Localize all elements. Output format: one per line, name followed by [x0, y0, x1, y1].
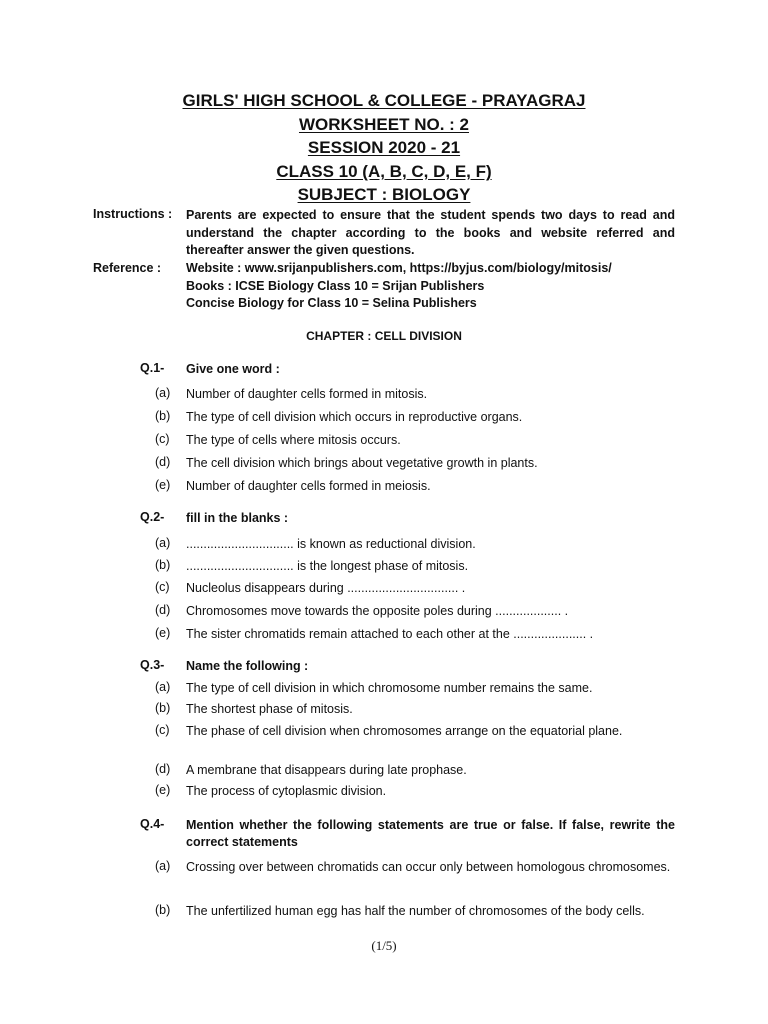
option-label: (c) [155, 580, 170, 594]
question-title: fill in the blanks : [186, 511, 289, 525]
option-text: ............................... is known as reductional division. [186, 537, 476, 551]
option-text: Chromosomes move towards the opposite poles during ................... . [186, 604, 569, 618]
reference-label: Reference : [93, 261, 162, 275]
option-label: (b) [155, 903, 171, 917]
option-text: The shortest phase of mitosis. [186, 702, 353, 716]
option-label: (e) [155, 626, 171, 640]
option-text: The type of cells where mitosis occurs. [186, 433, 401, 447]
option-text: Number of daughter cells formed in meiosis. [186, 479, 431, 493]
class-title: CLASS 10 (A, B, C, D, E, F) [276, 162, 492, 181]
option-text: The phase of cell division when chromosomes arrange on the equatorial plane. [186, 724, 623, 738]
question-title: Name the following : [186, 659, 309, 673]
option-label: (c) [155, 723, 170, 737]
option-text: The cell division which brings about vegetative growth in plants. [186, 456, 538, 470]
option-text: The process of cytoplasmic division. [186, 784, 387, 798]
option-text: The sister chromatids remain attached to each other at the ..................... . [186, 627, 594, 641]
school-title: GIRLS' HIGH SCHOOL & COLLEGE - PRAYAGRAJ [182, 91, 586, 110]
option-text: A membrane that disappears during late prophase. [186, 763, 467, 777]
option-text: The type of cell division which occurs in reproductive organs. [186, 410, 523, 424]
option-text: The type of cell division in which chromosome number remains the same. [186, 681, 593, 695]
option-text: Crossing over between chromatids can occur only between homologous chromosomes. [186, 860, 671, 874]
option-label: (a) [155, 680, 171, 694]
option-label: (e) [155, 478, 171, 492]
option-text: Number of daughter cells formed in mitosis. [186, 387, 428, 401]
question-number: Q.3- [140, 658, 165, 672]
session-title: SESSION 2020 - 21 [307, 138, 461, 157]
option-label: (b) [155, 558, 171, 572]
reference-website: Website : www.srijanpublishers.com, https://byjus.com/biology/mitosis/ [186, 261, 612, 275]
subject-title: SUBJECT : BIOLOGY [297, 185, 471, 204]
question-title: Mention whether the following statements are true or false. If false, rewrite the correct statements [186, 818, 675, 849]
option-label: (d) [155, 455, 171, 469]
option-label: (d) [155, 762, 171, 776]
option-label: (b) [155, 701, 171, 715]
question-number: Q.1- [140, 361, 165, 375]
instructions-label: Instructions : [93, 207, 173, 221]
page-number: (1/5) [371, 938, 397, 953]
option-text: Nucleolus disappears during ................................ . [186, 581, 466, 595]
instructions-text: Parents are expected to ensure that the student spends two days to read and understand the chapter according to the books and website referred and thereafter answer the given questions. [186, 208, 675, 257]
option-label: (a) [155, 386, 171, 400]
reference-book-2: Concise Biology for Class 10 = Selina Publishers [186, 296, 477, 310]
option-label: (e) [155, 783, 171, 797]
question-title: Give one word : [186, 362, 280, 376]
chapter-title: CHAPTER : CELL DIVISION [306, 329, 462, 343]
option-label: (d) [155, 603, 171, 617]
question-number: Q.2- [140, 510, 165, 524]
option-label: (a) [155, 536, 171, 550]
worksheet-number: WORKSHEET NO. : 2 [298, 115, 469, 134]
option-label: (a) [155, 859, 171, 873]
question-number: Q.4- [140, 817, 165, 831]
option-label: (b) [155, 409, 171, 423]
reference-book-1: Books : ICSE Biology Class 10 = Srijan Publishers [186, 279, 485, 293]
option-text: ............................... is the longest phase of mitosis. [186, 559, 469, 573]
option-text: The unfertilized human egg has half the number of chromosomes of the body cells. [186, 904, 645, 918]
option-label: (c) [155, 432, 170, 446]
